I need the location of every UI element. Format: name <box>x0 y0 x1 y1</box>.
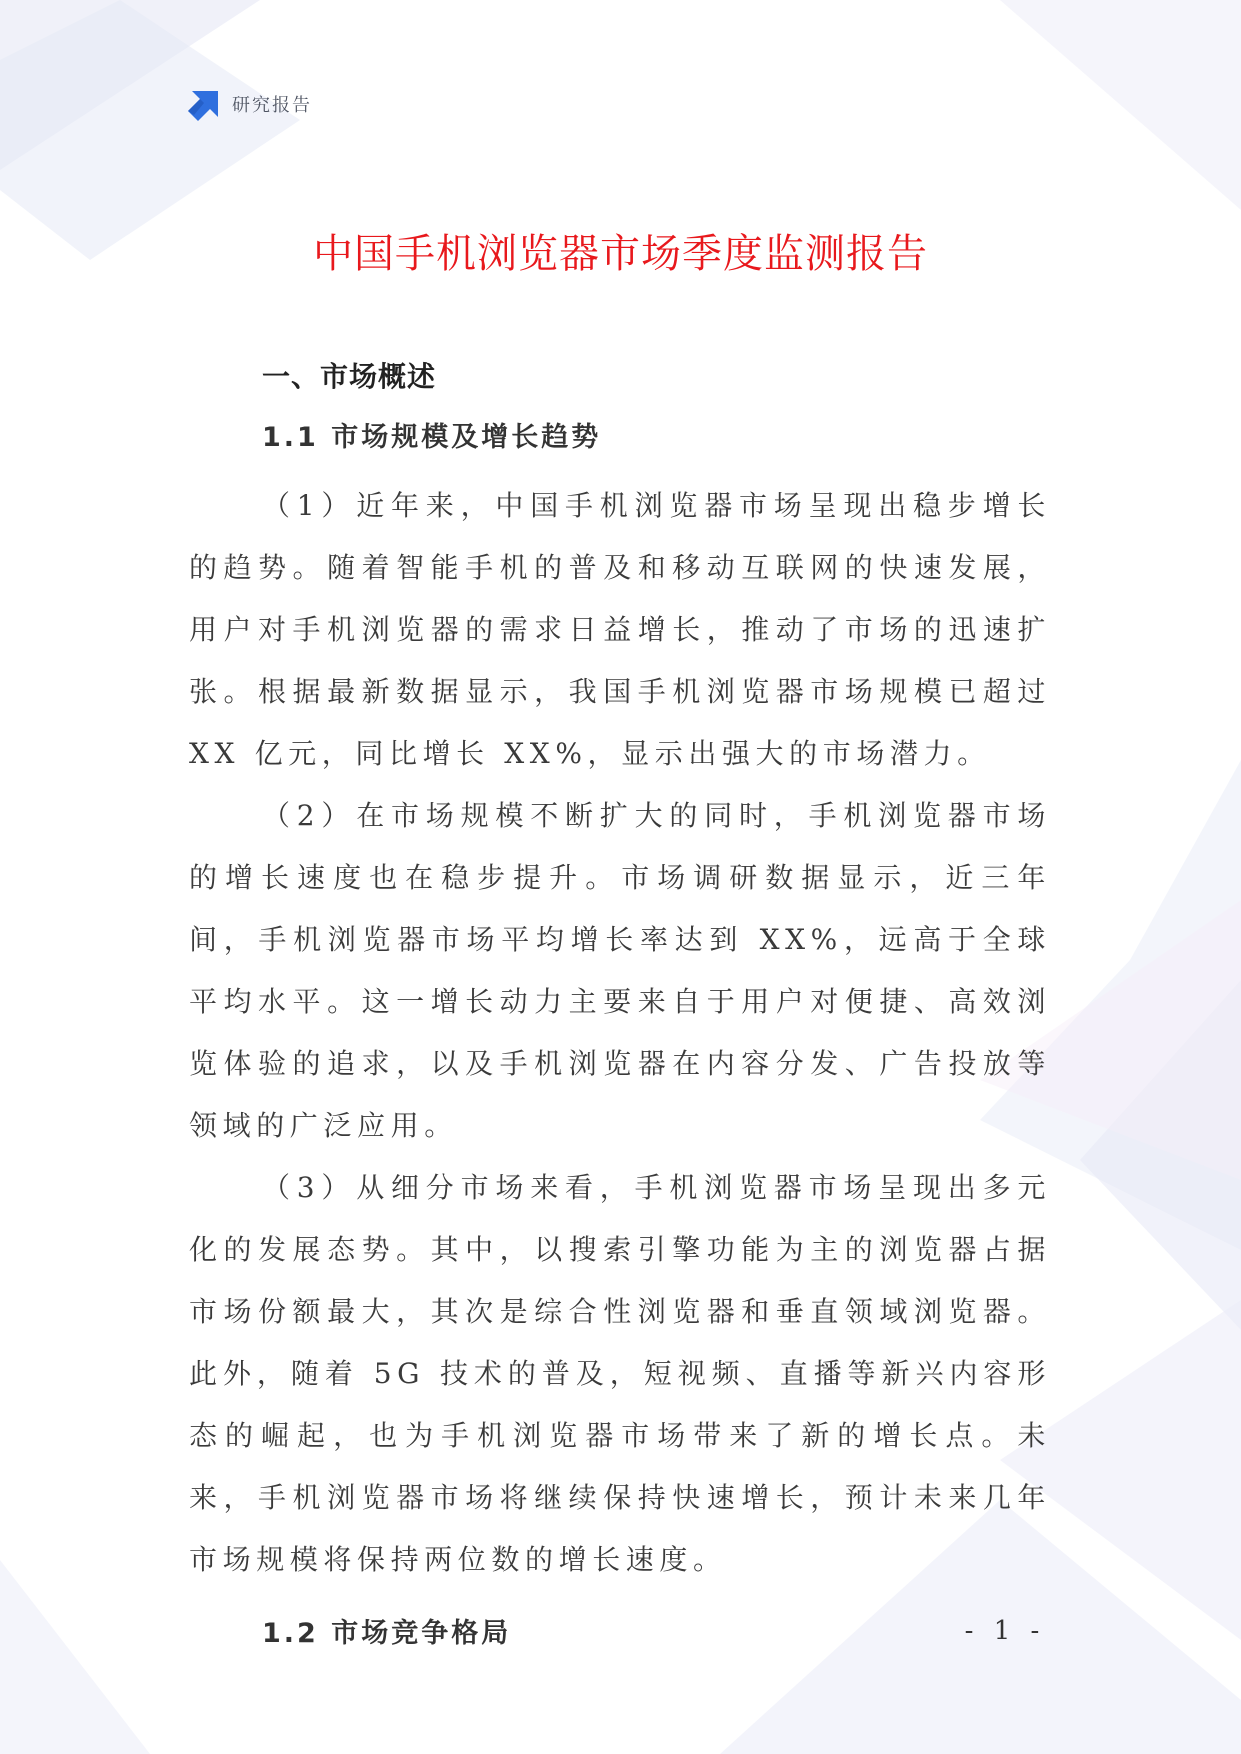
subsection-heading-1-1: 1.1 市场规模及增长趋势 <box>262 422 602 453</box>
paragraph-2: （2）在市场规模不断扩大的同时，手机浏览器市场的增长速度也在稳步提升。市场调研数据显示，近三年间，手机浏览器市场平均增长率达到 XX%，远高于全球平均水平。这一增长动力主要来自于用户对便捷、高效浏览体验的追求，以及手机浏览器在内容分发、广告投放等领域的广泛应用。 <box>189 799 1051 1142</box>
page-number: - 1 - <box>964 1616 1046 1646</box>
section-heading-1: 一、市场概述 <box>262 360 437 393</box>
paragraph-1: （1）近年来，中国手机浏览器市场呈现出稳步增长的趋势。随着智能手机的普及和移动互联网的快速发展，用户对手机浏览器的需求日益增长，推动了市场的迅速扩张。根据最新数据显示，我国手机浏览器市场规模已超过 XX 亿元，同比增长 XX%，显示出强大的市场潜力。 <box>189 489 1051 770</box>
subsection-heading-1-2: 1.2 市场竞争格局 <box>262 1618 512 1649</box>
header-label: 研究报告 <box>232 95 312 116</box>
document-title: 中国手机浏览器市场季度监测报告 <box>313 231 928 277</box>
paragraph-3: （3）从细分市场来看，手机浏览器市场呈现出多元化的发展态势。其中，以搜索引擎功能为主的浏览器占据市场份额最大，其次是综合性浏览器和垂直领域浏览器。此外，随着 5G 技术的普及，短视频、直播等新兴内容形态的崛起，也为手机浏览器市场带来了新的增长点。未来，手机浏览器市场将继续保持快速增长，预计未来几年市场规模将保持两位数的增长速度。 <box>189 1171 1051 1576</box>
arrow-up-right-icon <box>188 87 222 121</box>
document-body <box>189 357 1051 1654</box>
report-header <box>188 86 312 122</box>
